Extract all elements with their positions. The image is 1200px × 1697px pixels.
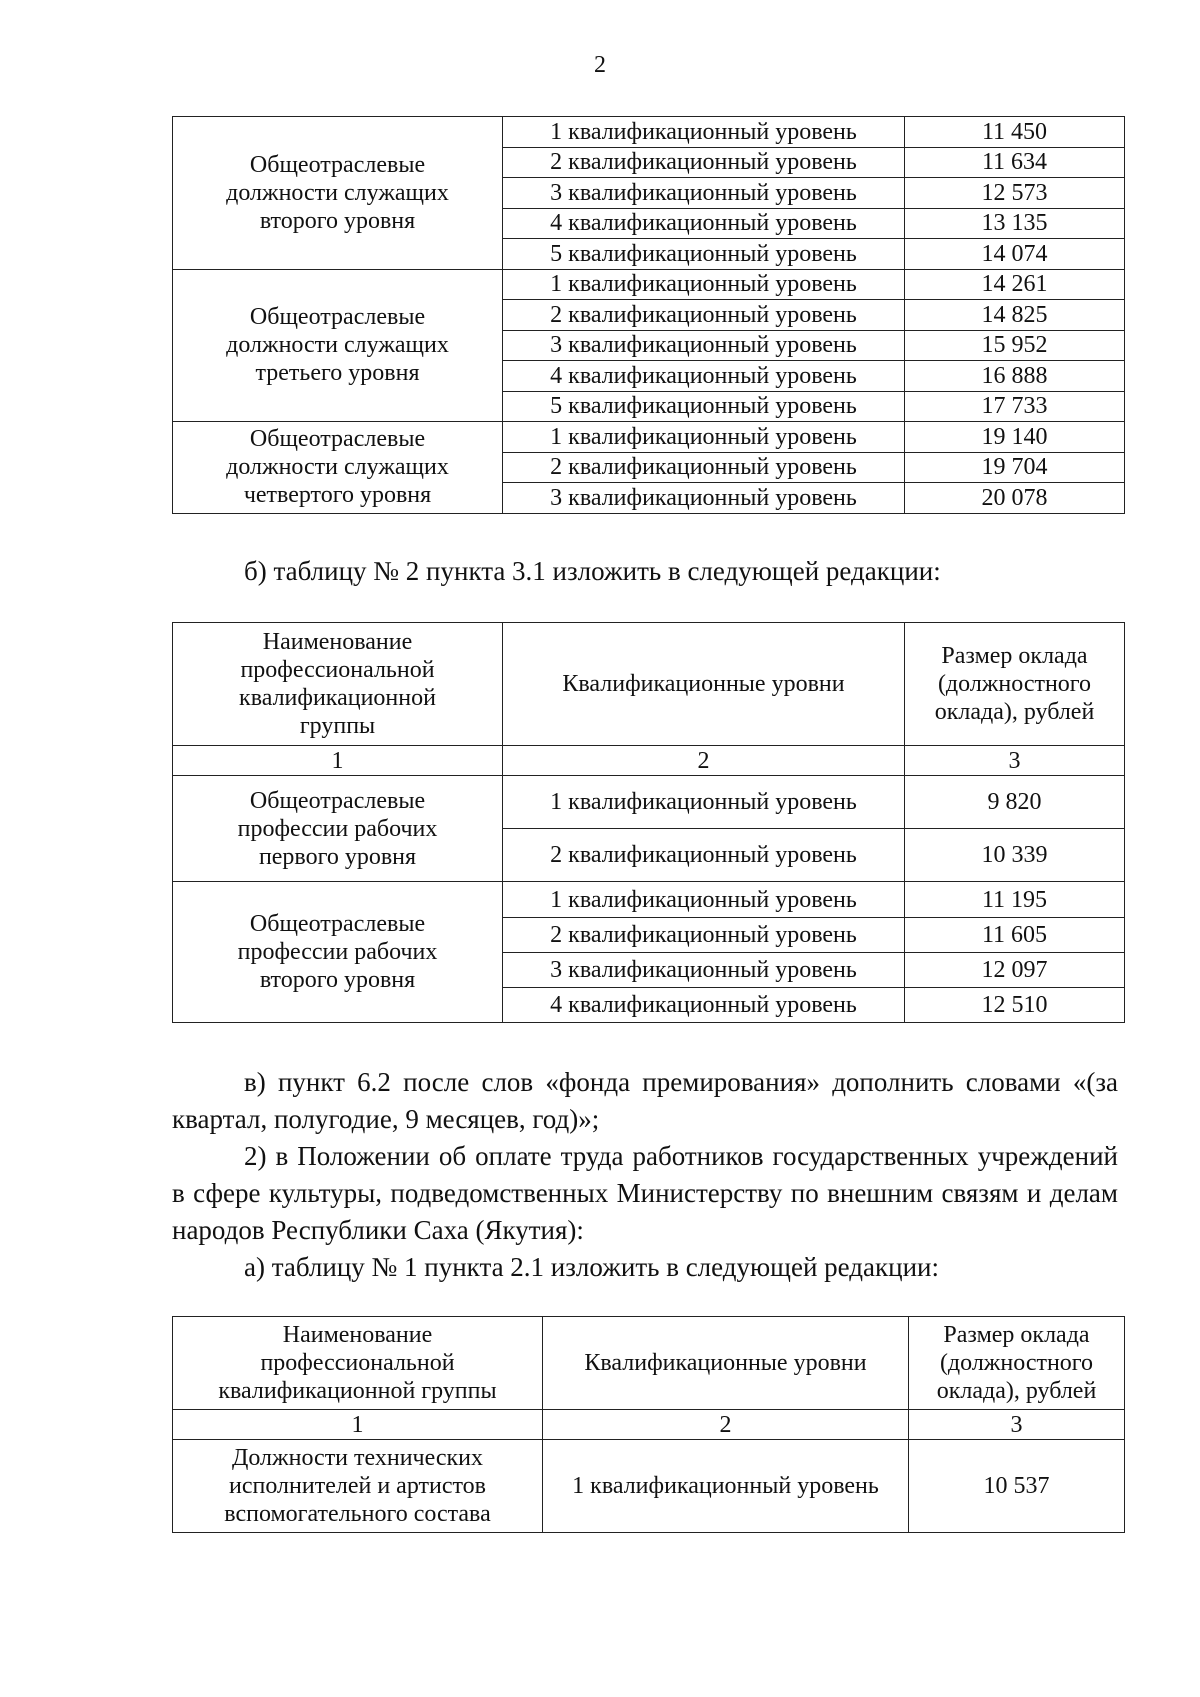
header-salary: Размер оклада (должностного оклада), рублей xyxy=(909,1317,1125,1410)
header-group-name: Наименование профессиональной квалификационной группы xyxy=(173,623,503,746)
header-levels: Квалификационные уровни xyxy=(543,1317,909,1410)
table-header-row xyxy=(173,623,1125,746)
column-number: 3 xyxy=(905,746,1125,776)
table-header-row xyxy=(173,1317,1125,1410)
salary-cell: 14 074 xyxy=(905,239,1125,270)
level-cell: 2 квалификационный уровень xyxy=(503,918,905,953)
column-number: 1 xyxy=(173,746,503,776)
table-row xyxy=(173,776,1125,829)
group-name-cell: Общеотраслевые должности служащих третьего уровня xyxy=(173,269,503,422)
level-cell: 2 квалификационный уровень xyxy=(503,829,905,882)
column-number-row xyxy=(173,746,1125,776)
salary-cell: 10 537 xyxy=(909,1440,1125,1533)
salary-cell: 15 952 xyxy=(905,330,1125,361)
salary-cell: 12 097 xyxy=(905,953,1125,988)
salary-cell: 14 261 xyxy=(905,269,1125,300)
column-number: 2 xyxy=(503,746,905,776)
level-cell: 1 квалификационный уровень xyxy=(503,117,905,148)
level-cell: 2 квалификационный уровень xyxy=(503,300,905,331)
salary-cell: 12 510 xyxy=(905,988,1125,1023)
column-number: 3 xyxy=(909,1410,1125,1440)
paragraph-b: б) таблицу № 2 пункта 3.1 изложить в следующей редакции: xyxy=(244,556,941,586)
salary-cell: 20 078 xyxy=(905,483,1125,514)
table-row xyxy=(173,1440,1125,1533)
salary-cell: 19 704 xyxy=(905,452,1125,483)
level-cell: 4 квалификационный уровень xyxy=(503,361,905,392)
level-cell: 4 квалификационный уровень xyxy=(503,988,905,1023)
level-cell: 4 квалификационный уровень xyxy=(503,208,905,239)
level-cell: 1 квалификационный уровень xyxy=(503,269,905,300)
table-row xyxy=(173,269,1125,300)
level-cell: 1 квалификационный уровень xyxy=(503,776,905,829)
table-row xyxy=(173,117,1125,148)
table-clerical-positions xyxy=(172,116,1125,514)
column-number: 1 xyxy=(173,1410,543,1440)
group-name-cell: Общеотраслевые должности служащих четвертого уровня xyxy=(173,422,503,514)
salary-cell: 11 634 xyxy=(905,147,1125,178)
paragraph-2: 2) в Положении об оплате труда работников государственных учреждений в сфере культуры, подведомственных Министерству по внешним связям и делам народов Республики Саха (Якутия): xyxy=(172,1141,1118,1245)
column-number: 2 xyxy=(543,1410,909,1440)
table-culture-positions xyxy=(172,1316,1125,1533)
group-name-cell: Общеотраслевые профессии рабочих второго уровня xyxy=(173,882,503,1023)
paragraph-v: в) пункт 6.2 после слов «фонда премирования» дополнить словами «(за квартал, полугодие, 9 месяцев, год)»; xyxy=(172,1067,1118,1134)
salary-cell: 12 573 xyxy=(905,178,1125,209)
level-cell: 3 квалификационный уровень xyxy=(503,483,905,514)
table-worker-professions xyxy=(172,622,1125,1023)
salary-cell: 9 820 xyxy=(905,776,1125,829)
header-levels: Квалификационные уровни xyxy=(503,623,905,746)
salary-cell: 14 825 xyxy=(905,300,1125,331)
salary-cell: 16 888 xyxy=(905,361,1125,392)
salary-cell: 11 450 xyxy=(905,117,1125,148)
level-cell: 5 квалификационный уровень xyxy=(503,391,905,422)
level-cell: 3 квалификационный уровень xyxy=(503,178,905,209)
level-cell: 2 квалификационный уровень xyxy=(503,452,905,483)
salary-cell: 13 135 xyxy=(905,208,1125,239)
group-name-cell: Общеотраслевые профессии рабочих первого уровня xyxy=(173,776,503,882)
level-cell: 1 квалификационный уровень xyxy=(543,1440,909,1533)
paragraph-a: а) таблицу № 1 пункта 2.1 изложить в следующей редакции: xyxy=(244,1252,939,1282)
group-name-cell: Общеотраслевые должности служащих второго уровня xyxy=(173,117,503,270)
salary-cell: 10 339 xyxy=(905,829,1125,882)
page-number: 2 xyxy=(594,52,606,78)
level-cell: 3 квалификационный уровень xyxy=(503,953,905,988)
table-row xyxy=(173,422,1125,453)
header-group-name: Наименование профессиональной квалификационной группы xyxy=(173,1317,543,1410)
salary-cell: 19 140 xyxy=(905,422,1125,453)
salary-cell: 17 733 xyxy=(905,391,1125,422)
salary-cell: 11 195 xyxy=(905,882,1125,918)
group-name-cell: Должности технических исполнителей и артистов вспомогательного состава xyxy=(173,1440,543,1533)
level-cell: 1 квалификационный уровень xyxy=(503,422,905,453)
level-cell: 2 квалификационный уровень xyxy=(503,147,905,178)
level-cell: 3 квалификационный уровень xyxy=(503,330,905,361)
level-cell: 5 квалификационный уровень xyxy=(503,239,905,270)
salary-cell: 11 605 xyxy=(905,918,1125,953)
column-number-row xyxy=(173,1410,1125,1440)
level-cell: 1 квалификационный уровень xyxy=(503,882,905,918)
header-salary: Размер оклада (должностного оклада), рублей xyxy=(905,623,1125,746)
table-row xyxy=(173,882,1125,918)
